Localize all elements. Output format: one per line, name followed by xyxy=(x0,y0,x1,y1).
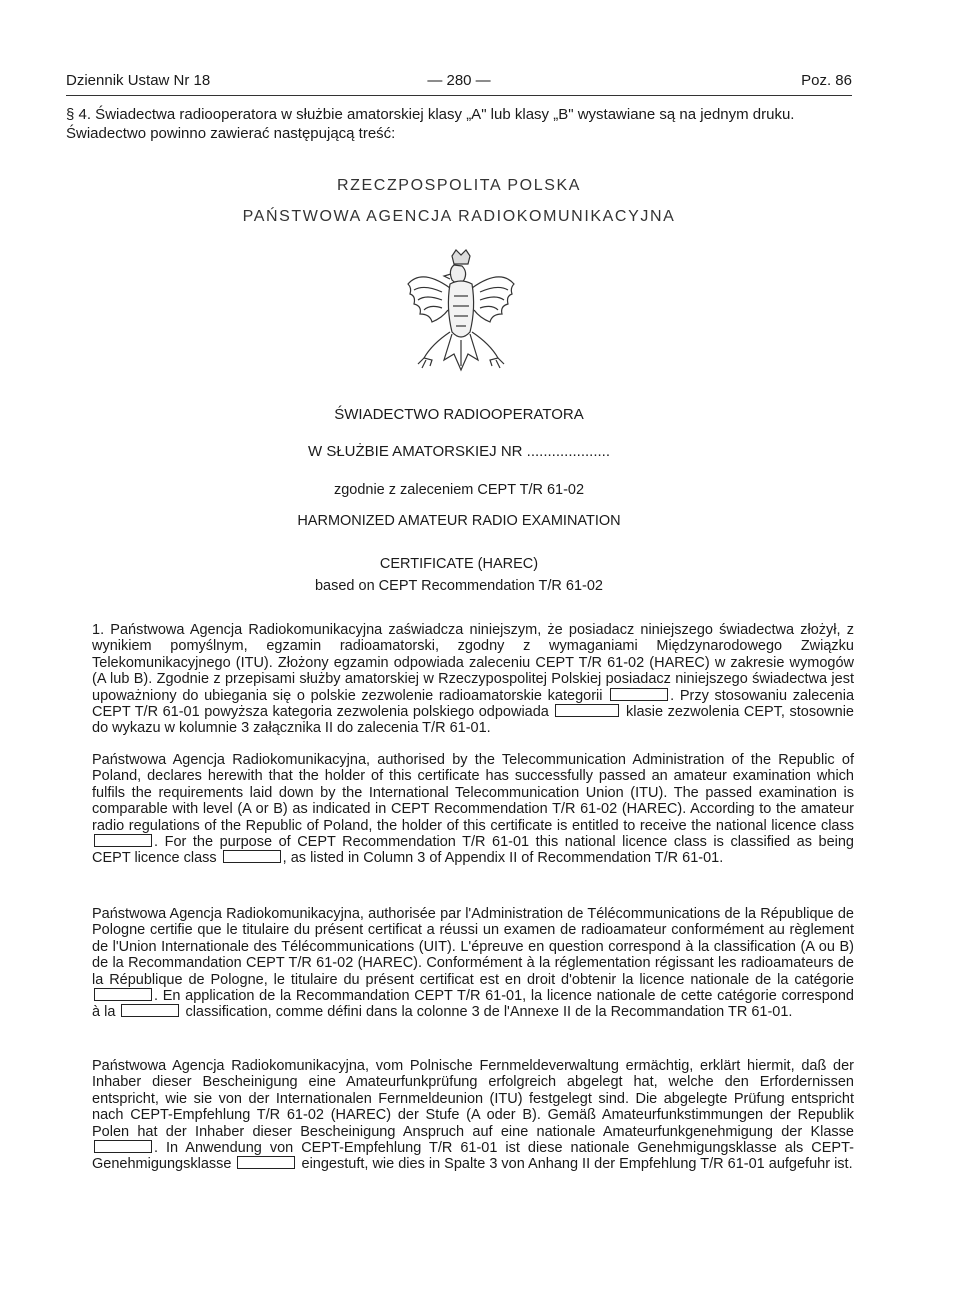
cept-class-blank[interactable] xyxy=(121,1004,179,1017)
country-heading: RZECZPOSPOLITA POLSKA xyxy=(336,177,582,194)
agency-heading: PAŃSTWOWA AGENCJA RADIOKOMUNIKACYJNA xyxy=(242,208,676,225)
german-text-part: eingestuft, wie dies in Spalte 3 von Anhang II der Empfehlung T/R 61-01 aufgefuhr ist. xyxy=(301,1156,853,1173)
polish-text-part: . Przy stosowaniu zalecenia CEPT T/R 61-01 powyższa kategoria zezwolenia polskiego odpowiada xyxy=(92,687,855,721)
french-text-part: Państwowa Agencja Radiokomunikacyjna, authorisée par l'Administration de Télécommunications de la République de Pologne certifie que le titulaire du présent certificat a réussi un examen de radioamateur conformément au règlement de l'Union Internationale des Télécommunications (UIT). L'épreuve en question correspond à la classification (A ou B) de la Recommandation CEPT T/R 61-02 (HAREC). Conformément à la réglementation régissant les radioamateurs de la République de Pologne, le titulaire du présent certificat est en droit d'obtenir la licence nationale de la catégorie xyxy=(92,906,854,988)
certificate-number-line: W SŁUŻBIE AMATORSKIEJ NR .................... xyxy=(308,443,610,460)
english-paragraph xyxy=(92,752,854,867)
german-text-part: Państwowa Agencja Radiokomunikacyjna, vom Polnische Fernmeldeverwaltung ermächtig, erklärt hiermit, daß der Inhaber dieser Bescheinigung eine Amateurfunkprüfung erfolgreich abgelegt hat, welche den Erfordernissen entspricht, wie sie von der Internationalen Fernmeldeunion (ITU) festgelegt sind. Die abgelegte Prüfung entspricht nach CEPT-Empfehlung T/R 61-02 (HAREC) der Stufe (A oder B). Gemäß Amateurfunkstimmungen der Republik Polen hat der Inhaber dieser Bescheinigung Anspruch auf eine nationale Amateurfunkgenehmigung der Klasse xyxy=(92,1058,854,1140)
harec-heading: CERTIFICATE (HAREC) xyxy=(379,556,539,572)
polish-text-part: klasie zezwolenia CEPT, stosownie do wykazu w kolumnie 3 załącznika II do zalecenia T/R 61-01. xyxy=(92,704,854,737)
harmonized-heading: HARMONIZED AMATEUR RADIO EXAMINATION xyxy=(297,513,621,529)
position-number: Poz. 86 xyxy=(801,72,852,89)
polish-paragraph xyxy=(92,622,854,737)
journal-title: Dziennik Ustaw Nr 18 xyxy=(66,72,211,89)
intro-paragraph: § 4. Świadectwa radiooperatora w służbie amatorskiej klasy „A" lub klasy „B" wystawiane są na jednym druku. Świadectwo powinno zawierać następującą treść: xyxy=(66,106,795,142)
polish-text-part: 1. Państwowa Agencja Radiokomunikacyjna zaświadcza niniejszym, że posiadacz niniejszego świadectwa złożył, z wynikiem pomyślnym, egzamin radioamatorski, zgodny z wymaganiami Międzynarodowego Związku Telekomunikacyjnego (ITU). Złożony egzamin odpowiada zaleceniu CEPT T/R 61-02 (HAREC) w zakresie wymogów (A lub B). Zgodnie z przepisami służby amatorskiej w Rzeczypospolitej Polskiej posiadacz niniejszego świadectwa jest upoważniony do ubiegania się o polskie zezwolenie radioamatorskie kategorii xyxy=(92,622,854,704)
licence-class-blank[interactable] xyxy=(94,834,152,847)
based-on-line: based on CEPT Recommendation T/R 61-02 xyxy=(314,578,603,594)
cept-recommendation-line: zgodnie z zaleceniem CEPT T/R 61-02 xyxy=(333,482,585,498)
cept-class-blank[interactable] xyxy=(223,850,281,863)
english-text-part: , as listed in Column 3 of Appendix II of Recommendation T/R 61-01. xyxy=(282,850,724,867)
cept-class-blank[interactable] xyxy=(237,1156,295,1169)
licence-category-blank[interactable] xyxy=(94,988,152,1001)
polish-eagle-emblem-icon xyxy=(402,248,520,378)
licence-class-blank[interactable] xyxy=(94,1140,152,1153)
german-paragraph xyxy=(92,1058,854,1173)
licence-category-blank[interactable] xyxy=(610,688,668,701)
french-paragraph xyxy=(92,906,854,1021)
running-header xyxy=(66,72,852,92)
cept-class-blank[interactable] xyxy=(555,704,619,717)
page-number: — 280 — xyxy=(427,72,491,89)
english-text-part: . For the purpose of CEPT Recommendation T/R 61-01 this national licence class is classified as being CEPT licence class xyxy=(92,834,854,867)
french-text-part: . En application de la Recommandation CEPT T/R 61-01, la licence nationale de cette catégorie correspond à la xyxy=(92,988,854,1021)
french-text-part: classification, comme défini dans la colonne 3 de l'Annexe II de la Recommandation TR 61-01. xyxy=(185,1004,793,1021)
certificate-title: ŚWIADECTWO RADIOOPERATORA xyxy=(334,406,584,423)
header-rule xyxy=(66,95,852,96)
english-text-part: Państwowa Agencja Radiokomunikacyjna, authorised by the Telecommunication Administration of the Republic of Poland, declares herewith that the holder of this certificate has successfully passed an amateur examination which fulfils the requirements laid down by the International Telecommunication Union (ITU). The passed examination is comparable with level (A or B) as indicated in CEPT Recommendation T/R 61-02 (HAREC). According to the amateur radio regulations of the Republic of Poland, the holder of this certificate is entitled to receive the national licence class xyxy=(92,752,854,834)
german-text-part: . In Anwendung von CEPT-Empfehlung T/R 61-01 ist diese nationale Genehmigungsklasse als CEPT- Genehmigungsklasse xyxy=(92,1140,854,1173)
